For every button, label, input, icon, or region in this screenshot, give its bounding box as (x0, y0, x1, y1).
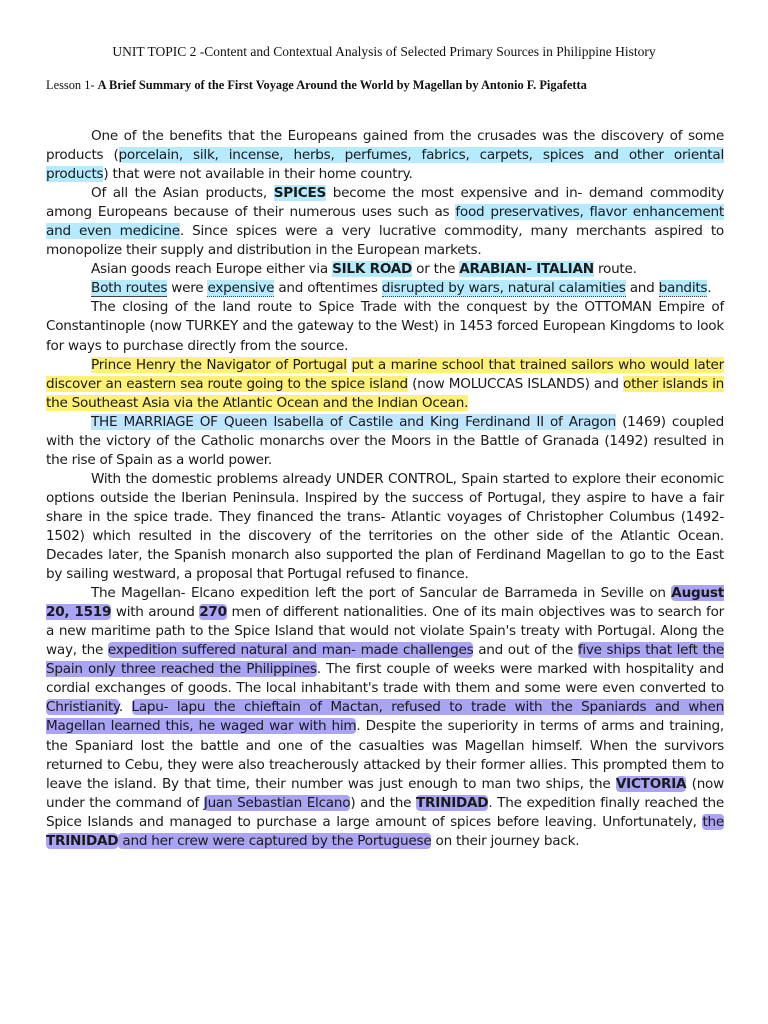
paragraph-spain-explores: With the domestic problems already UNDER CONTROL, Spain started to explore their economic options outside the Iberian Peninsula. Inspired by the success of Portugal, they aspire to have a fair share in the spice trade. They financed the trans- Atlantic voyages of Christopher Columbus (1492- 1502) which resulted in the discovery of the territories on the other side of the Atlantic Ocean. Decades later, the Spanish monarch also supported the plan of Ferdinand Magellan to go to the East by sailing westward, a proposal that Portugal refused to finance. (46, 470, 724, 583)
text: and oftentimes (274, 280, 382, 297)
text: The Magellan- Elcano expedition left the port of Sancular de Barrameda in Seville on (91, 585, 672, 602)
text: (now under the command of (46, 775, 724, 811)
text: . (118, 699, 132, 716)
highlight-uses: food preservatives, flavor enhancement and even medicine (46, 204, 724, 240)
document-body (46, 127, 724, 851)
keyword-arabian-italian: ARABIAN- ITALIAN (459, 261, 594, 278)
page-title: UNIT TOPIC 2 -Content and Contextual Analysis of Selected Primary Sources in Philippine History (112, 44, 656, 59)
highlight-marine-school: put a marine school that trained sailors who would later discover an eastern sea route going to the spice island (46, 356, 724, 392)
keyword-victoria: VICTORIA (615, 775, 687, 792)
paragraph-magellan-expedition (46, 584, 724, 851)
highlight-products: porcelain, silk, incense, herbs, perfumes, fabrics, carpets, spices and other oriental products (46, 147, 724, 183)
text: (now MOLUCCAS ISLANDS) and (407, 375, 624, 392)
text: or the (412, 261, 460, 278)
text: and out of the (473, 642, 578, 659)
text: and (625, 280, 659, 297)
paragraph-route-problems (46, 279, 724, 298)
paragraph-spices (46, 184, 724, 260)
text: ) and the (350, 794, 417, 811)
text: ) that were not available in their home country. (103, 166, 413, 183)
paragraph-crusades (46, 127, 724, 184)
keyword-date: August 20, 1519 (46, 585, 724, 621)
text: . Since spices were a very lucrative commodity, many merchants aspired to monopolize their supply and distribution in the European markets. (46, 223, 724, 259)
highlight-christianity: Christianity (46, 699, 119, 716)
highlight-bandits: bandits (658, 280, 708, 297)
text: on their journey back. (431, 832, 580, 849)
lesson-heading (46, 78, 736, 93)
text: were (167, 280, 208, 297)
paragraph-prince-henry (46, 356, 724, 413)
text: . The expedition finally reached the Spice Islands and managed to purchase a large amount of spices before leaving. Unfortunately, (46, 794, 725, 830)
keyword-trinidad-captured: TRINIDAD (46, 832, 119, 849)
highlight-both-routes: Both routes (91, 280, 168, 297)
text: Asian goods reach Europe either via (91, 261, 333, 278)
text: men of different nationalities. One of its main objectives was to search for a new maritime path to the Spice Island that would not violate Spain's treaty with Portugal. Along the way, the (46, 604, 724, 659)
highlight-marriage: THE MARRIAGE OF Queen Isabella of Castile and King Ferdinand II of Aragon (91, 413, 616, 430)
highlight-elcano: Juan Sebastian Elcano (203, 794, 351, 811)
highlight-capture-b: and her crew were captured by the Portuguese (118, 832, 432, 849)
keyword-trinidad: TRINIDAD (416, 794, 489, 811)
lesson-title: A Brief Summary of the First Voyage Around the World by Magellan by Antonio F. Pigafetta (97, 78, 587, 92)
paragraph-marriage (46, 413, 724, 470)
highlight-prince-henry: Prince Henry the Navigator of Portugal (91, 356, 347, 373)
lesson-label: Lesson 1- (46, 78, 98, 92)
text: One of the benefits that the Europeans gained from the crusades was the discovery of some products ( (46, 128, 724, 164)
highlight-other-islands: other islands in the Southeast Asia via the Atlantic Ocean and the Indian Ocean. (46, 375, 724, 411)
text: . The first couple of weeks were marked with hospitality and cordial exchanges of goods. The local inhabitant's trade with them and some were even converted to (46, 661, 724, 697)
highlight-five-ships: five ships that left the Spain only three reached the Philippines (46, 642, 724, 678)
text: (1469) coupled with the victory of the Catholic monarchs over the Moors in the Battle of Granada (1492) resulted in the rise of Spain as a world power. (46, 413, 724, 468)
keyword-270: 270 (199, 604, 227, 621)
text: with around (111, 604, 200, 621)
text: Of all the Asian products, (91, 185, 274, 202)
highlight-capture-a: the (702, 813, 724, 830)
text: . Despite the superiority in terms of arms and training, the Spaniard lost the battle and one of the casualties was Magellan himself. When the survivors returned to Cebu, they were also treacherously attacked by their former allies. This prompted them to leave the island. By that time, their number was just enough to man two ships, the (46, 718, 724, 792)
keyword-silk-road: SILK ROAD (332, 261, 413, 278)
text: route. (593, 261, 637, 278)
paragraph-routes (46, 260, 724, 279)
highlight-challenges: expedition suffered natural and man- made challenges (107, 642, 474, 659)
keyword-spices: SPICES (273, 185, 327, 202)
text: become the most expensive and in- demand commodity among Europeans because of their numerous uses such as (46, 185, 725, 221)
highlight-lapu-lapu: Lapu- lapu the chieftain of Mactan, refused to trade with the Spaniards and when Magellan learned this, he waged war with him (46, 699, 724, 735)
text: . (707, 280, 712, 297)
paragraph-ottoman: The closing of the land route to Spice Trade with the conquest by the OTTOMAN Empire of Constantinople (now TURKEY and the gateway to the West) in 1453 forced European Kingdoms to look for ways to purchase directly from the source. (46, 299, 724, 354)
highlight-disruptions: disrupted by wars, natural calamities (381, 280, 626, 297)
highlight-expensive: expensive (207, 280, 275, 297)
